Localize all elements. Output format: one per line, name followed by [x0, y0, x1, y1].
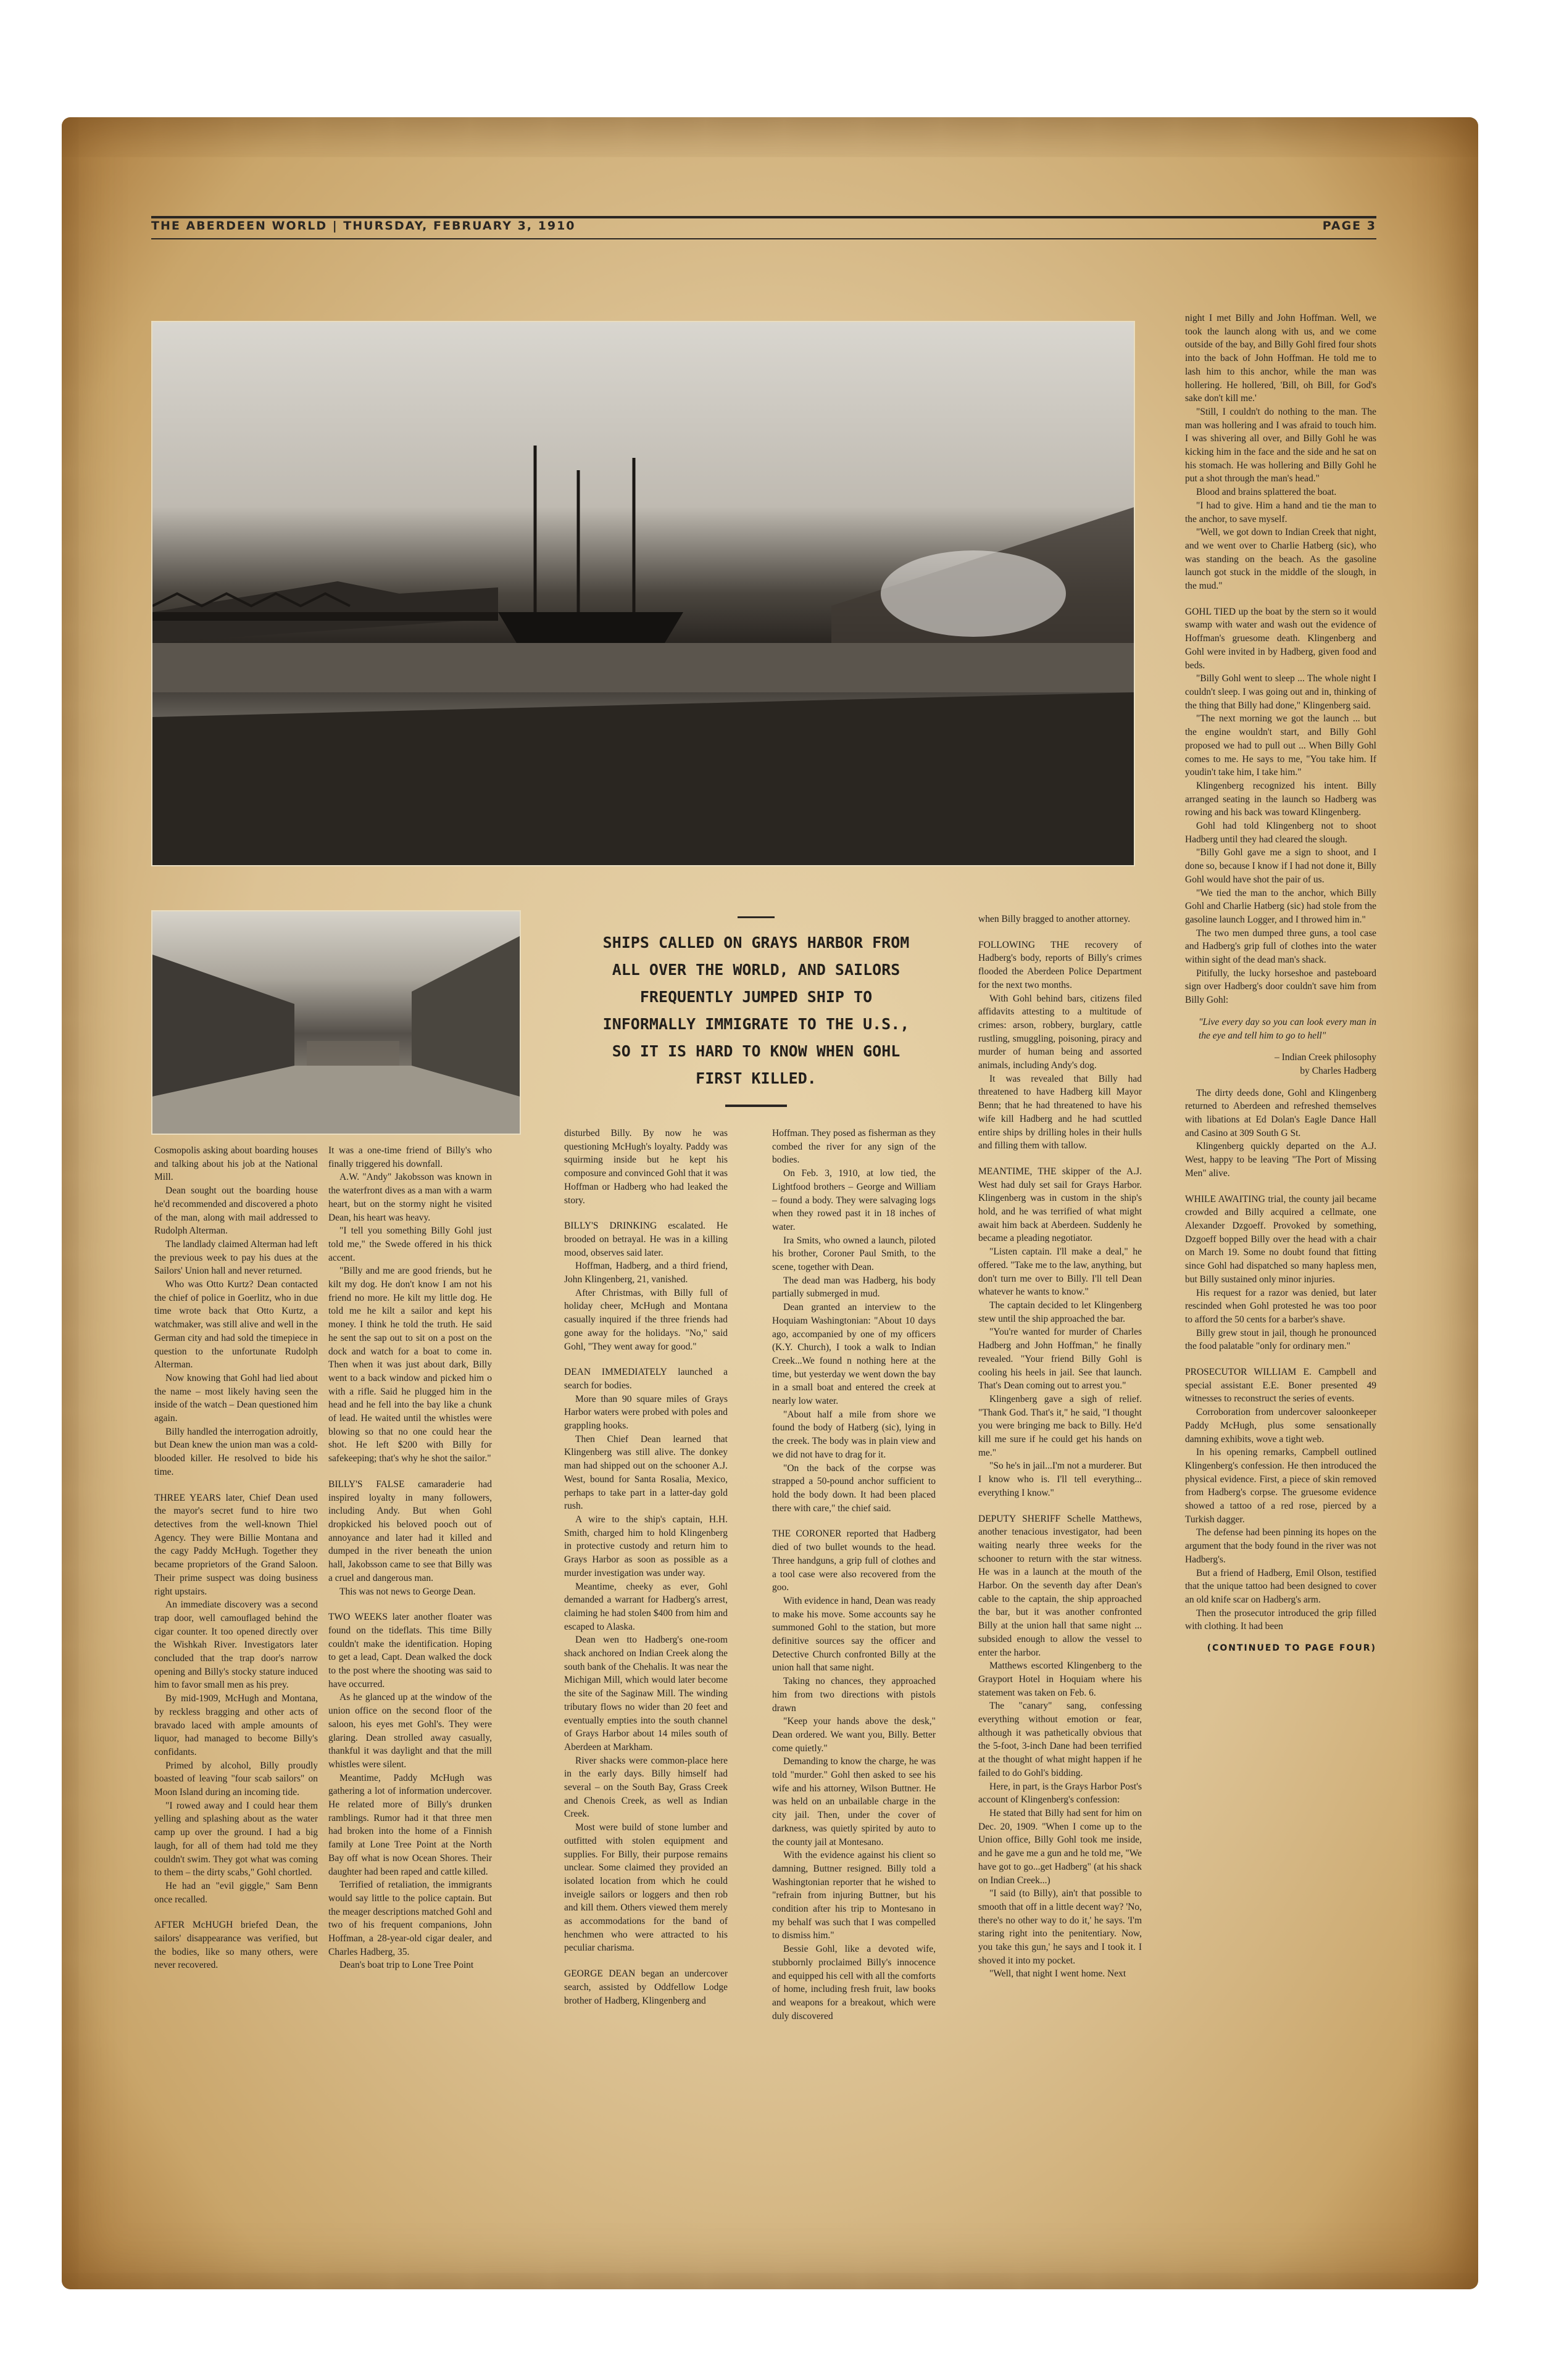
paragraph: It was revealed that Billy had threatened to have Hadberg kill Mayor Benn; that he had threatened to have his wife kill Hadberg and he had scuttled entire ships by drilling holes in their hulls and filling them with tallow. [978, 1073, 1142, 1151]
continued-notice: (CONTINUED TO PAGE FOUR) [1207, 1643, 1376, 1654]
paragraph: Klingenberg quickly departed on the A.J. West, happy to be leaving "The Port of Missing Men" alive. [1185, 1141, 1376, 1179]
street-photo [151, 910, 521, 1135]
street-photo-drawing [152, 911, 520, 1134]
paragraph: A.W. "Andy" Jakobsson was known in the waterfront dives as a man with a warm heart, but on the stormy night he visited Dean, his heart was heavy. [328, 1172, 492, 1223]
article-column-3 [564, 1127, 728, 2007]
paragraph: He stated that Billy had sent for him on Dec. 20, 1909. "When I come up to the Union office, Billy Gohl took me inside, and he gave me a gun and he told me, "We have got to go...get Hadberg" (at his shack on Indian Creek...) [978, 1808, 1142, 1886]
paragraph: The landlady claimed Alterman had left the previous week to pay his dues at the Sailors' Union hall and never returned. [154, 1238, 318, 1277]
paragraph: The two men dumped three guns, a tool case and Hadberg's grip full of clothes into the water within sight of the dead man's shack. [1185, 927, 1376, 966]
paragraph: "Billy Gohl gave me a sign to shoot, and I done so, because I know if I had not done it, Billy Gohl would have shot the pair of us. [1185, 847, 1376, 885]
paragraph: "Keep your hands above the desk," Dean ordered. We want you, Billy. Better come quietly." [772, 1716, 936, 1754]
section-lead-paragraph: THREE YEARS later, Chief Dean used the mayor's secret fund to hire two detectives from the well-known Thiel Agency. They were Billie Montana and the cagy Paddy McHugh. Together they became proprietors of the Grand Saloon. Their prime suspect was doing business right upstairs. [154, 1492, 318, 1597]
paragraph: By mid-1909, McHugh and Montana, by reckless bragging and other acts of bravado laced with ample amounts of liquor, had managed to become Billy's confidants. [154, 1693, 318, 1757]
paragraph: "I had to give. Him a hand and tie the man to the anchor, to save myself. [1185, 500, 1376, 525]
quote-attribution-line-1: – Indian Creek philosophy [1275, 1052, 1376, 1063]
paragraph: Blood and brains splattered the boat. [1196, 487, 1337, 498]
paragraph: Corroboration from undercover saloonkeeper Paddy McHugh, plus some sensationally damning exhibits, wove a tight web. [1185, 1407, 1376, 1445]
paragraph: Dean sought out the boarding house he'd recommended and discovered a photo of the man, along with mail addressed to Rudolph Alterman. [154, 1185, 318, 1237]
paragraph: night I met Billy and John Hoffman. Well, we took the launch along with us, and we come outside of the bay, and Billy Gohl fired four shots into the back of John Hoffman. He told me to lash him to this anchor, while the man was hollering. He hollered, 'Bill, oh Bill, for God's sake don't kill me.' [1185, 313, 1376, 404]
paragraph: Meantime, Paddy McHugh was gathering a lot of information undercover. He related more of Billy's drunken ramblings. Rumor had it that three men had broken into the home of a Finnish family at Lone Tree Point at the North Bay off what is now Ocean Shores. Their daughter had been raped and cattle killed. [328, 1772, 492, 1877]
quote-attribution-line-2: by Charles Hadberg [1300, 1065, 1376, 1076]
paragraph: Billy grew stout in jail, though he pronounced the food palatable "only for ordinary men." [1185, 1327, 1376, 1352]
article-column-6 [1185, 312, 1376, 1656]
section-lead-paragraph: GEORGE DEAN began an undercover search, assisted by Oddfellow Lodge brother of Hadberg, Klingenberg and [564, 1968, 728, 2006]
paragraph: Ira Smits, who owned a launch, piloted his brother, Coroner Paul Smith, to the scene, together with Dean. [772, 1235, 936, 1273]
paragraph: He had an "evil giggle," Sam Benn once recalled. [154, 1880, 318, 1905]
pull-quote-text: SHIPS CALLED ON GRAYS HARBOR FROM ALL OVER THE WORLD, AND SAILORS FREQUENTLY JUMPED SHIP TO INFORMALLY IMMIGRATE TO THE U.S., SO IT IS HARD TO KNOW WHEN GOHL FIRST KILLED. [602, 934, 910, 1087]
page-number: PAGE 3 [1322, 219, 1376, 233]
paragraph: "Listen captain. I'll make a deal," he offered. "Take me to the law, anything, but don't turn me over to Billy. I'll tell Dean whatever he wants to know." [978, 1246, 1142, 1298]
paragraph: Billy handled the interrogation adroitly, but Dean knew the union man was a cold-blooded killer. He resolved to bide his time. [154, 1426, 318, 1477]
paragraph: Who was Otto Kurtz? Dean contacted the chief of police in Goerlitz, who in due time wrote back that Otto Kurtz, a watchmaker, was still alive and well in the German city and had sold the timepiece in question to the unfortunate Rudolph Alterman. [154, 1279, 318, 1370]
paragraph: Hoffman, Hadberg, and a third friend, John Klingenberg, 21, vanished. [564, 1261, 728, 1285]
article-column-5 [978, 913, 1142, 1981]
masthead-title: THE ABERDEEN WORLD | THURSDAY, FEBRUARY 3, 1910 [151, 219, 576, 233]
paragraph: A wire to the ship's captain, H.H. Smith, charged him to hold Klingenberg in protective custody and return him to Grays Harbor as soon as possible as a murder investigation was under way. [564, 1514, 728, 1578]
paragraph: "Well, that night I went home. Next [989, 1968, 1126, 1980]
section-lead-paragraph: MEANTIME, THE skipper of the A.J. West had duly set sail for Grays Harbor. Klingenberg was in custom in the ship's hold, and he was terrified of what might await him back at Aberdeen. Suddenly he became a pleading negotiator. [978, 1166, 1142, 1244]
paragraph: Dean granted an interview to the Hoquiam Washingtonian: "About 10 days ago, accompanied by one of my officers (K.Y. Church), I took a walk to Indian Creek...We found n nothing here at the time, but yesterday we went down the bay in a small boat and entered the creek at nearly low water. [772, 1302, 936, 1407]
paragraph: With the evidence against his client so damning, Buttner resigned. Billy told a Washingtonian reporter that he wished to "refrain from injuring Buttner, but his condition after his trip to Montesano in my behalf was such that I was compelled to dismiss him." [772, 1850, 936, 1941]
masthead-bottom-rule [151, 238, 1376, 239]
paragraph: The defense had been pinning its hopes on the argument that the body found in the river was not Hadberg's. [1185, 1527, 1376, 1565]
masthead [151, 216, 1376, 241]
paragraph: "We tied the man to the anchor, which Billy Gohl and Charlie Hatberg (sic) had stole from the gasoline launch Logger, and I throwed him in." [1185, 887, 1376, 925]
paragraph: "On the back of the corpse was strapped a 50-pound anchor sufficient to hold the body down. It had been placed there with care," the chief said. [772, 1462, 936, 1514]
paragraph: An immediate discovery was a second trap door, well camouflaged behind the cigar counter. It too opened directly over the Wishkah River. Investigators later concluded that the trap door's narrow opening and Billy's stocky stature induced him to favor small men as his prey. [154, 1599, 318, 1691]
paragraph: More than 90 square miles of Grays Harbor waters were probed with poles and grappling hooks. [564, 1393, 728, 1432]
harbor-photo-drawing [152, 322, 1134, 865]
paragraph: Dean wen tto Hadberg's one-room shack anchored on Indian Creek along the south bank of the Chehalis. It was near the Michigan Mill, which would later become the site of the Saginaw Mill. The winding tributary flows no wider than 20 feet and eventually empties into the south channel of Grays Harbor about 14 miles south of Aberdeen at Markham. [564, 1635, 728, 1752]
paragraph: His request for a razor was denied, but later rescinded when Gohl protested he was too poor to afford the 50 cents for a barber's shave. [1185, 1287, 1376, 1325]
section-lead-paragraph: THE CORONER reported that Hadberg died of two bullet wounds to the head. Three handguns, a grip full of clothes and a tool case were also recovered from the goo. [772, 1528, 936, 1593]
paragraph: disturbed Billy. By now he was questioning McHugh's loyalty. Paddy was squirming inside but he kept his composure and convinced Gohl that it was Hoffman or Hadberg who had leaked the story. [564, 1128, 728, 1206]
pull-quote-top-rule [738, 916, 775, 918]
article-column-1 [154, 1144, 318, 1972]
paragraph: Primed by alcohol, Billy proudly boasted of leaving "four scab sailors" on Moon Island during an incoming tide. [154, 1760, 318, 1798]
section-lead-paragraph: TWO WEEKS later another floater was found on the tideflats. This time Billy couldn't make the identification. Hoping to get a lead, Capt. Dean walked the dock to the post where the shooting was said to have occurred. [328, 1612, 492, 1690]
paragraph: Pitifully, the lucky horseshoe and pasteboard sign over Hadberg's door couldn't save him from Billy Gohl: [1185, 968, 1376, 1006]
paragraph: "The next morning we got the launch ... but the engine wouldn't start, and Billy Gohl proposed we had to pull out ... When Billy Gohl comes to me. He says to me, "You take him. If youdin't take him, I take him." [1185, 713, 1376, 778]
section-lead-paragraph: BILLY'S DRINKING escalated. He brooded on betrayal. He was in a killing mood, observes said later. [564, 1221, 728, 1258]
paragraph: "So he's in jail...I'm not a murderer. But I know who is. I'll tell everything... everything I know." [978, 1461, 1142, 1498]
section-lead-paragraph: BILLY'S FALSE camaraderie had inspired loyalty in many followers, including Andy. But when Gohl dropkicked his beloved pooch out of annoyance and later had it killed and dumped in the river beneath the union hall, Jakobsson came to see that Billy was a cruel and dangerous man. [328, 1478, 492, 1583]
paragraph: Then Chief Dean learned that Klingenberg was still alive. The donkey man had shipped out on the schooner A.J. West, bound for Santa Rosalia, Mexico, perhaps to take part in a latter-day gold rush. [564, 1433, 728, 1512]
paragraph: "Still, I couldn't do nothing to the man. The man was hollering and I was afraid to touch him. I was shivering all over, and Billy Gohl he was kicking him in the face and the side and he sat on his stomach. He was hollering and Billy Gohl he put a shot through the man's head." [1185, 406, 1376, 484]
paragraph: Meantime, cheeky as ever, Gohl demanded a warrant for Hadberg's arrest, claiming he had stolen $400 from him and escaped to Alaska. [564, 1581, 728, 1632]
paragraph: Gohl had told Klingenberg not to shoot Hadberg until they had cleared the slough. [1185, 821, 1376, 845]
paragraph: The dead man was Hadberg, his body partially submerged in mud. [772, 1275, 936, 1300]
paragraph: The "canary" sang, confessing everything without emotion or fear, although it was pathetically obvious that the 5-foot, 3-inch Dane had been terrified at the thought of what might happen if he failed to do Gohl's bidding. [978, 1701, 1142, 1778]
paragraph: In his opening remarks, Campbell outlined Klingenberg's confession. He then introduced the physical evidence. First, a piece of skin removed from Hadberg's corpse. The gruesome evidence showed a tattoo of a red rose, pierced by a Turkish dagger. [1185, 1447, 1376, 1525]
section-lead-paragraph: PROSECUTOR WILLIAM E. Campbell and special assistant E.E. Boner presented 49 witnesses to reconstruct the series of events. [1185, 1367, 1376, 1404]
inset-quote: "Live every day so you can look every man in the eye and tell him to go to hell" [1199, 1016, 1376, 1041]
masthead-top-rule [151, 216, 1376, 218]
article-column-4 [772, 1127, 936, 2023]
paragraph: when Billy bragged to another attorney. [978, 914, 1131, 924]
paragraph: The dirty deeds done, Gohl and Klingenberg returned to Aberdeen and refreshed themselves with libations at Ed Dolan's Eagle Dance Hall and Casino at 309 South G St. [1185, 1087, 1376, 1138]
paragraph: Bessie Gohl, like a devoted wife, stubbornly proclaimed Billy's innocence and equipped his cell with all the comforts of home, including fresh fruit, law books and weapons for a breakout, which were duly discovered [772, 1944, 936, 2021]
paragraph: "Well, we got down to Indian Creek that night, and we went over to Charlie Hatberg (sic), who was standing on the beach. As the gasoline launch got stuck in the middle of the slough, in the mud." [1185, 527, 1376, 592]
paragraph: Hoffman. They posed as fisherman as they combed the river for any sign of the bodies. [772, 1128, 936, 1166]
section-lead-paragraph: DEAN IMMEDIATELY launched a search for bodies. [564, 1367, 728, 1391]
paragraph: Taking no chances, they approached him from two directions with pistols drawn [772, 1676, 936, 1714]
harbor-photo [151, 321, 1135, 866]
pull-quote [602, 916, 910, 1107]
section-lead-paragraph: GOHL TIED up the boat by the stern so it would swamp with water and wash out the evidence of Hoffman's gruesome death. Klingenberg and Gohl were invited in by Hadberg, given food and beds. [1185, 606, 1376, 671]
paragraph: It was a one-time friend of Billy's who finally triggered his downfall. [328, 1145, 492, 1169]
paragraph: "About half a mile from shore we found the body of Hatberg (sic), lying in the creek. The body was in plain view and we did not have to drag for it. [772, 1409, 936, 1460]
section-lead-paragraph: FOLLOWING THE recovery of Hadberg's body, reports of Billy's crimes flooded the Aberdeen Police Department for the next two months. [978, 939, 1142, 990]
section-lead-paragraph: AFTER McHUGH briefed Dean, the sailors' disappearance was verified, but the bodies, like so many others, were never recovered. [154, 1920, 318, 1971]
article-column-2 [328, 1144, 492, 1972]
paragraph: Klingenberg recognized his intent. Billy arranged seating in the launch so Hadberg was rowing and his back was toward Klingenberg. [1185, 780, 1376, 818]
paragraph: "Billy Gohl went to sleep ... The whole night I couldn't sleep. I was going out and in, thinking of the thing that Billy had done," Klingenberg said. [1185, 673, 1376, 711]
paragraph: As he glanced up at the window of the union office on the second floor of the saloon, his eyes met Gohl's. They were glaring. Dean strolled away casually, thankful it was daylight and that the mill whistles were silent. [328, 1692, 492, 1770]
paragraph: "I tell you something Billy Gohl just told me," the Swede offered in his thick accent. [328, 1225, 492, 1263]
paragraph: After Christmas, with Billy full of holiday cheer, McHugh and Montana casually inquired if the three friends had gone away for the holidays. "No," said Gohl, "They went away for good." [564, 1287, 728, 1352]
paragraph: Then the prosecutor introduced the grip filled with clothing. It had been [1185, 1607, 1376, 1632]
paragraph: Cosmopolis asking about boarding houses and talking about his job at the National Mill. [154, 1145, 318, 1183]
paragraph: This was not news to George Dean. [339, 1586, 476, 1597]
section-lead-paragraph: DEPUTY SHERIFF Schelle Matthews, another tenacious investigator, had been waiting nearly three weeks for the schooner to return with the star witness. He was in a launch at the mouth of the Harbor. On the seventh day after Dean's cable to the captain, the ship approached the bar, but it was another confronted Billy at the union hall that same night ... subsided enough to allow the vessel to enter the harbor. [978, 1513, 1142, 1658]
paragraph: Now knowing that Gohl had lied about the name – most likely having seen the inside of the watch – Dean questioned him again. [154, 1372, 318, 1424]
paragraph: But a friend of Hadberg, Emil Olson, testified that the unique tattoo had been designed to cover an old knife scar on Hadberg's arm. [1185, 1567, 1376, 1605]
paragraph: Klingenberg gave a sigh of relief. "Thank God. That's it," he said, "I thought you were bringing me back to Billy. He'd kill me sure if he could get his hands on me." [978, 1393, 1142, 1458]
paragraph: With evidence in hand, Dean was ready to make his move. Some accounts say he summoned Gohl to the station, but more definitive sources say the officer and Detective Church confronted Billy at the union hall that same night. [772, 1595, 936, 1673]
paragraph: "I rowed away and I could hear them yelling and splashing about as the water camp up over the ground. I had a big laugh, for all of them had told me they couldn't swim. They got what was coming to them – the dirty scabs," Gohl chortled. [154, 1800, 318, 1878]
pull-quote-bottom-rule [725, 1105, 787, 1107]
paragraph: "I said (to Billy), ain't that possible to smooth that off in a little decent way? 'No, there's no other way to do it,' he says. 'I'm staring right into the penitentiary. Now, you take this gun,' he says and I took it. I shoved it into my pocket. [978, 1888, 1142, 1966]
paragraph: River shacks were common-place here in the early days. Billy himself had several – on the South Bay, Grass Creek and Chenois Creek, as well as Indian Creek. [564, 1755, 728, 1820]
paragraph: With Gohl behind bars, citizens filed affidavits attesting to a multitude of crimes: arson, robbery, burglary, cattle rustling, smuggling, poisoning, piracy and murder of human being and assorted animals, including Andy's dog. [978, 993, 1142, 1071]
paragraph: Matthews escorted Klingenberg to the Grayport Hotel in Hoquiam where his statement was taken on Feb. 6. [978, 1661, 1142, 1698]
paragraph: Most were build of stone lumber and outfitted with stolen equipment and supplies. For Billy, their purpose remains unclear. Some claimed they provided an isolated location from which he could inveigle sailors or loggers and then rob and kill them. Others viewed them merely as accommodations for the band of henchmen who were attracted to his peculiar charisma. [564, 1822, 728, 1954]
paragraph: On Feb. 3, 1910, at low tied, the Lightfood brothers – George and William – found a body. They were salvaging logs when they rowed past it in 18 inches of water. [772, 1168, 936, 1232]
paragraph: Demanding to know the charge, he was told "murder." Gohl then asked to see his wife and his attorney, Wilson Buttner. He was held on an unbailable charge in the city jail. Then, under the cover of darkness, was quietly spirited by auto to the county jail at Montesano. [772, 1756, 936, 1847]
paragraph: The captain decided to let Klingenberg stew until the ship approached the bar. [978, 1300, 1142, 1324]
section-lead-paragraph: WHILE AWAITING trial, the county jail became crowded and Billy acquired a cellmate, one Alexander Dzgoeff. Provoked by something, Dzgoeff bopped Billy over the head with a chair on March 19. Some no doubt found that fitting since Gohl had dispatched so many hapless men, but Billy sustained only minor injuries. [1185, 1193, 1376, 1285]
paragraph: "Billy and me are good friends, but he kilt my dog. He don't know I am not his friend no more. He kilt my little dog. He told me he kilt a sailor and kept his money. I think he told the truth. He said he sent the sap out to sit on a post on the dock and watch for a boat to come in. Then when it was just about dark, Billy went to a back window and picked him o with a rifle. Said he plugged him in the head and he fell into the bay like a chunk of lead. He waited until the whistles were blowing so that no one could hear the shot. He left $200 with Billy for safekeeping; that's why he shot the sailor." [328, 1266, 492, 1464]
quote-attribution [1185, 1051, 1376, 1077]
paragraph: "You're wanted for murder of Charles Hadberg and John Hoffman," he finally revealed. "Your friend Billy Gohl is cooling his heels in jail. See that launch. That's Dean coming out to arrest you." [978, 1327, 1142, 1391]
paragraph: Dean's boat trip to Lone Tree Point [339, 1960, 474, 1971]
paragraph: Here, in part, is the Grays Harbor Post's account of Klingenberg's confession: [978, 1781, 1142, 1806]
paragraph: Terrified of retaliation, the immigrants would say little to the police captain. But the meager descriptions matched Gohl and two of his frequent companions, John Hoffman, a 28-year-old cigar dealer, and Charles Hadberg, 35. [328, 1880, 492, 1957]
